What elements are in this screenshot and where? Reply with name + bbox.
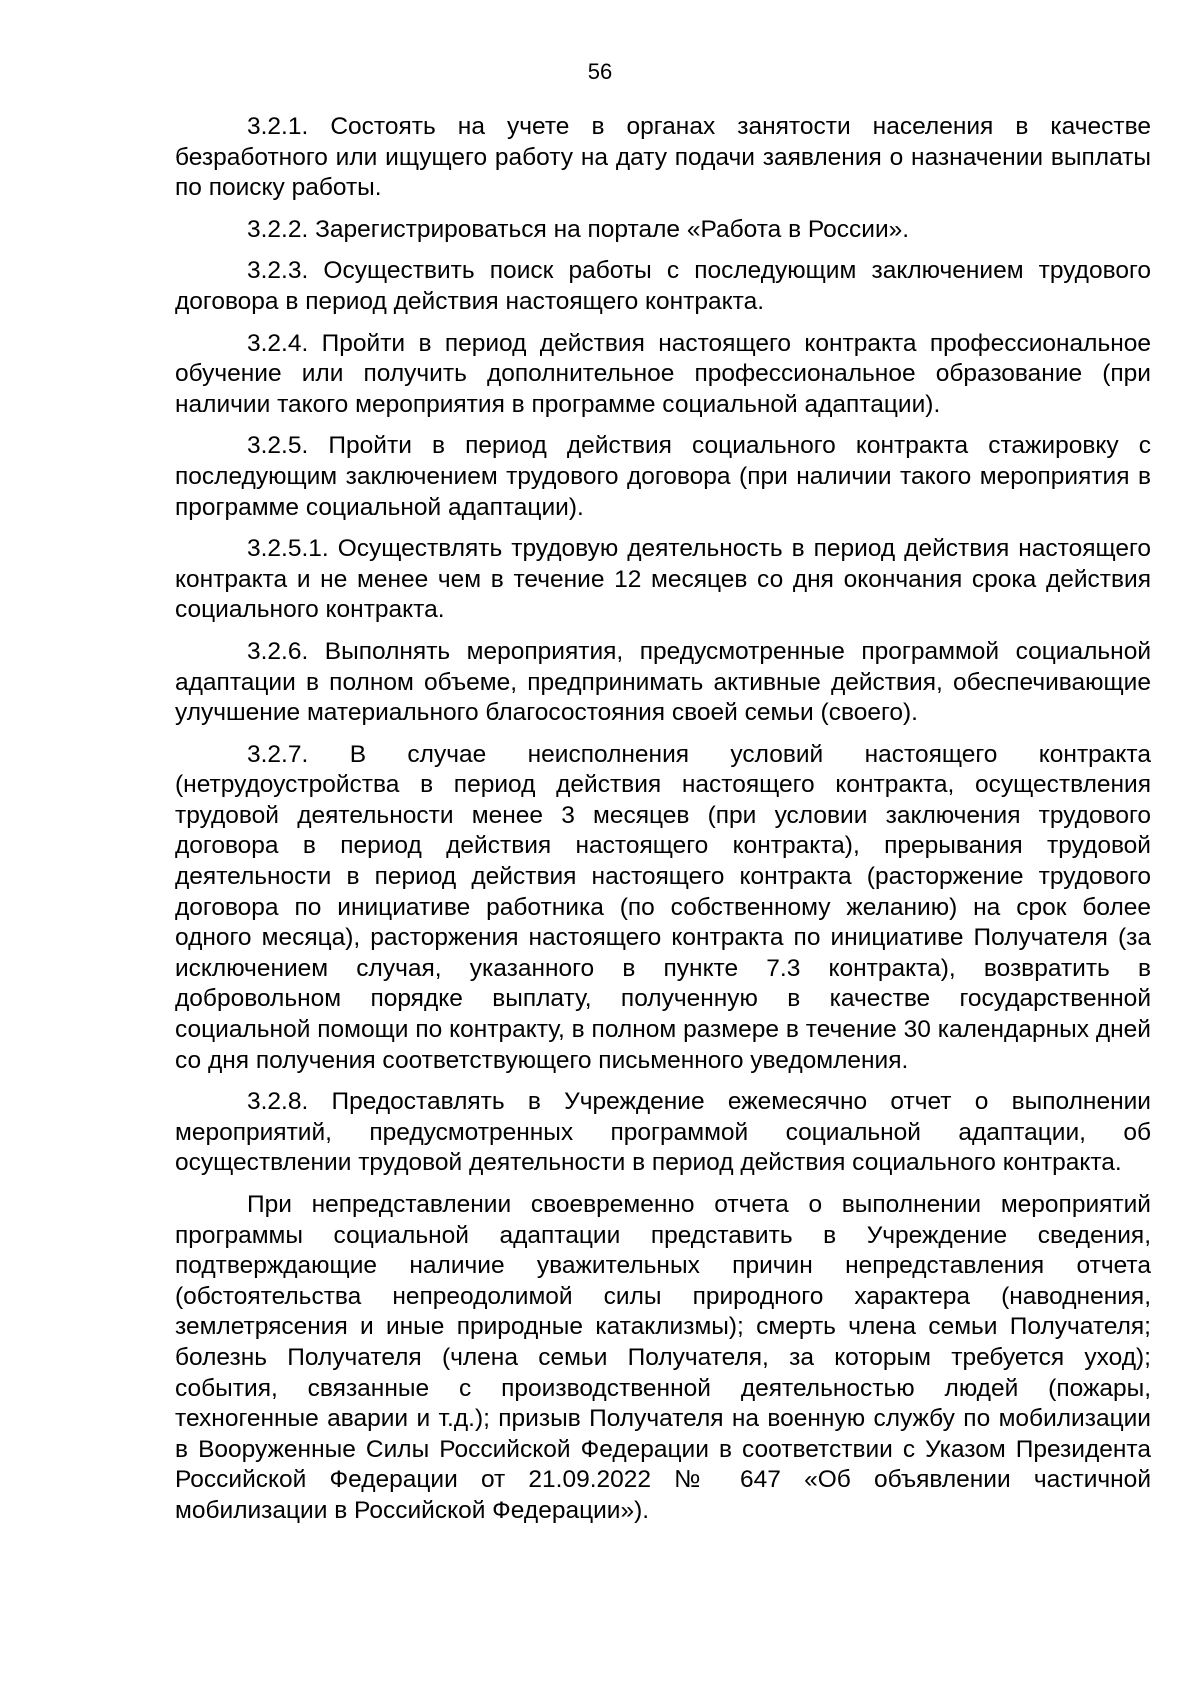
document-body [175, 112, 1151, 1538]
paragraph-3-2-3: 3.2.3. Осуществить поиск работы с последующим заключением трудового договора в период действия настоящего контракта. [175, 257, 1151, 315]
paragraph-report-exceptions: При непредставлении своевременно отчета о выполнении мероприятий программы социальной адаптации представить в Учреждение сведения, подтверждающие наличие уважительных причин непредставления отчета (обстоятельства непреодолимой силы природного характера (наводнения, землетрясения и иные природные катаклизмы); смерть члена семьи Получателя; болезнь Получателя (члена семьи Получателя, за которым требуется уход); события, связанные с производственной деятельностью людей (пожары, техногенные аварии и т.д.); призыв Получателя на военную службу по мобилизации в Вооруженные Силы Российской Федерации в соответствии с Указом Президента Российской Федерации от 21.09.2022 № 647 «Об объявлении частичной мобилизации в Российской Федерации»). [175, 1191, 1151, 1524]
paragraph-3-2-7: 3.2.7. В случае неисполнения условий настоящего контракта (нетрудоустройства в период действия настоящего контракта, осуществления трудовой деятельности менее 3 месяцев (при условии заключения трудового договора в период действия настоящего контракта), прерывания трудовой деятельности в период действия настоящего контракта (расторжение трудового договора по инициативе работника (по собственному желанию) на срок более одного месяца), расторжения настоящего контракта по инициативе Получателя (за исключением случая, указанного в пункте 7.3 контракта), возвратить в добровольном порядке выплату, полученную в качестве государственной социальной помощи по контракту, в полном размере в течение 30 календарных дней со дня получения соответствующего письменного уведомления. [175, 740, 1151, 1074]
paragraph-3-2-2: 3.2.2. Зарегистрироваться на портале «Работа в России». [247, 215, 910, 243]
page-number: 56 [587, 59, 613, 84]
paragraph-3-2-1: 3.2.1. Состоять на учете в органах занятости населения в качестве безработного или ищущего работу на дату подачи заявления о назначении выплаты по поиску работы. [175, 113, 1151, 202]
paragraph-3-2-5-1: 3.2.5.1. Осуществлять трудовую деятельность в период действия настоящего контракта и не менее чем в течение 12 месяцев со дня окончания срока действия социального контракта. [175, 535, 1151, 624]
paragraph-3-2-4: 3.2.4. Пройти в период действия настоящего контракта профессиональное обучение или получить дополнительное профессиональное образование (при наличии такого мероприятия в программе социальной адаптации). [175, 329, 1151, 418]
paragraph-3-2-8: 3.2.8. Предоставлять в Учреждение ежемесячно отчет о выполнении мероприятий, предусмотренных программой социальной адаптации, об осуществлении трудовой деятельности в период действия социального контракта. [175, 1088, 1151, 1177]
paragraph-3-2-5: 3.2.5. Пройти в период действия социального контракта стажировку с последующим заключением трудового договора (при наличии такого мероприятия в программе социальной адаптации). [175, 432, 1151, 521]
paragraph-3-2-6: 3.2.6. Выполнять мероприятия, предусмотренные программой социальной адаптации в полном объеме, предпринимать активные действия, обеспечивающие улучшение материального благосостояния своей семьи (своего). [175, 637, 1151, 727]
